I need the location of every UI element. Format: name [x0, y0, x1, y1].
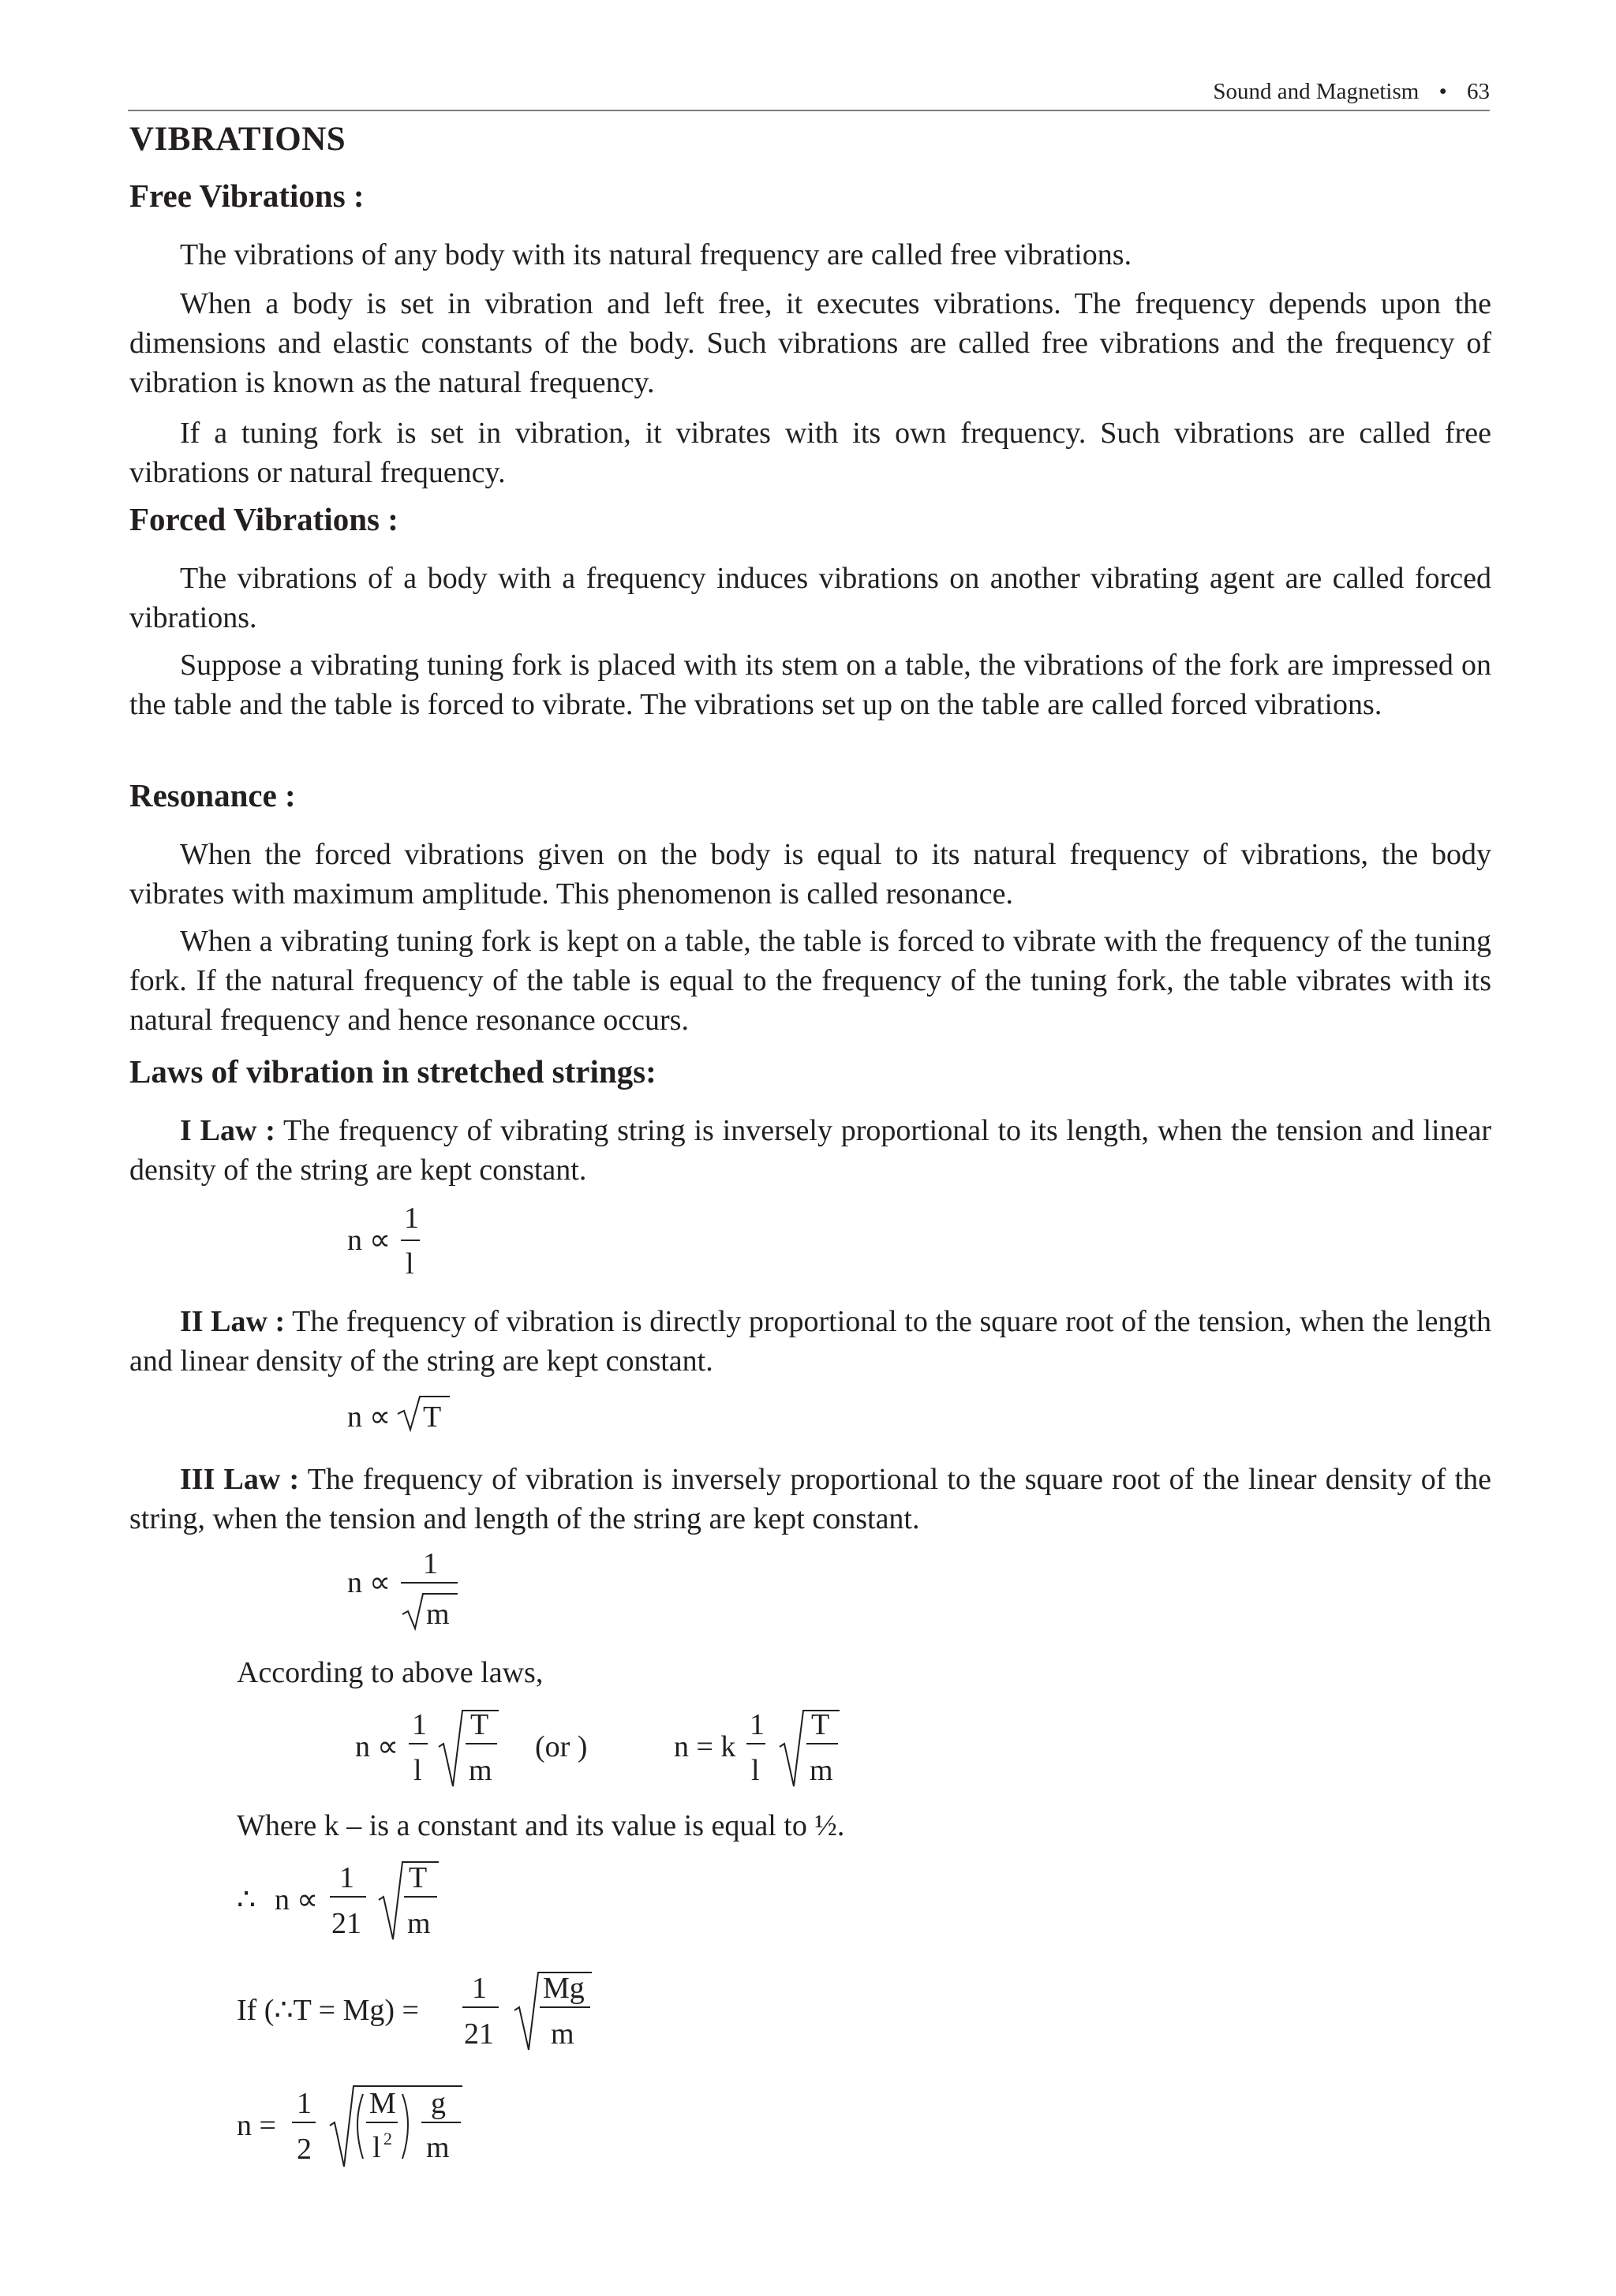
eq4-m: m: [469, 1754, 492, 1787]
eq4-T-2: T: [811, 1708, 830, 1741]
heading-laws: Laws of vibration in stretched strings:: [129, 1053, 656, 1090]
eq1-prop: ∝: [369, 1224, 391, 1257]
law-3-label: III Law :: [180, 1463, 300, 1496]
eq4-or: (or ): [535, 1730, 588, 1763]
eq4-den-l-2: l: [751, 1754, 760, 1787]
law-1-text: The frequency of vibrating string is inversely proportional to its length, when the tension and linear density of the string are kept constant.: [129, 1114, 1491, 1187]
eq2-n: n: [347, 1400, 362, 1434]
eq5-n: n: [275, 1883, 290, 1916]
eq6-Mg: Mg: [543, 1972, 585, 2005]
resonance-paragraph-1: When the forced vibrations given on the body is equal to its natural frequency of vibrations, the body vibrates with maximum amplitude. This phenomenon is called resonance.: [129, 838, 1491, 911]
eq2-prop: ∝: [369, 1400, 391, 1434]
eq4-T: T: [470, 1708, 489, 1741]
resonance-paragraph-2: When a vibrating tuning fork is kept on a table, the table is forced to vibrate with the frequency of the tuning fork. If the natural frequency of the table is equal to the frequency of the tuning fork, the table vibrates with its natural frequency and hence resonance occurs.: [129, 925, 1491, 1037]
eq4-den-l: l: [413, 1754, 422, 1787]
eq4-n: n: [355, 1730, 370, 1763]
equation-law-1: [347, 1201, 442, 1288]
forced-paragraph-1: The vibrations of a body with a frequency induces vibrations on another vibrating agent are called forced vibrations.: [129, 562, 1491, 634]
eq3-prop: ∝: [369, 1566, 391, 1599]
eq5-prop: ∝: [297, 1883, 319, 1916]
eq1-den: l: [406, 1247, 414, 1281]
running-title: Sound and Magnetism: [1213, 79, 1420, 104]
running-header: [0, 79, 1490, 105]
law-2-paragraph: [129, 1302, 1491, 1381]
law-3-paragraph: [129, 1460, 1491, 1539]
eq7-M: M: [369, 2087, 396, 2120]
eq6-num: 1: [472, 1972, 487, 2005]
page-title: VIBRATIONS: [129, 121, 346, 158]
eq4-num-2: 1: [750, 1708, 765, 1741]
eq7-n-eq: n =: [237, 2109, 276, 2142]
eq7-left-paren: [357, 2094, 363, 2159]
equation-if-tension: [237, 1965, 615, 2059]
heading-forced-vibrations: Forced Vibrations :: [129, 501, 398, 537]
eq4-prop: ∝: [377, 1730, 399, 1763]
law-2-text: The frequency of vibration is directly proportional to the square root of the tension, when the length and linear density of the string are kept constant.: [129, 1305, 1491, 1378]
law-1-paragraph: [129, 1111, 1491, 1190]
law-3-text: The frequency of vibration is inversely proportional to the square root of the linear density of the string, when the tension and length of the string are kept constant.: [129, 1463, 1491, 1535]
eq7-right-paren: [402, 2094, 408, 2159]
equation-therefore: [237, 1854, 473, 1949]
eq6-if: If (∴T = Mg) =: [237, 1994, 419, 2027]
free-paragraph-3: If a tuning fork is set in vibration, it vibrates with its own frequency. Such vibrations are called free vibrations or natural frequency.: [129, 417, 1491, 489]
eq1-num: 1: [404, 1202, 419, 1235]
eq7-num: 1: [297, 2087, 312, 2120]
forced-paragraph-2: Suppose a vibrating tuning fork is placed with its stem on a table, the vibrations of the fork are impressed on the table and the table is forced to vibrate. The vibrations set up on the table are called forced vibrations.: [129, 649, 1491, 721]
header-rule: [128, 110, 1490, 111]
eq5-den: 21: [331, 1907, 361, 1940]
eq4-num: 1: [412, 1708, 427, 1741]
eq5-T: T: [409, 1861, 428, 1894]
eq5-therefore: ∴: [237, 1883, 256, 1916]
eq3-num: 1: [423, 1547, 438, 1580]
eq3-n: n: [347, 1566, 362, 1599]
eq5-m: m: [407, 1907, 431, 1940]
equation-combined: [355, 1704, 860, 1799]
eq3-m: m: [426, 1598, 450, 1631]
heading-free-vibrations: Free Vibrations :: [129, 178, 365, 214]
eq7-l: l: [372, 2131, 381, 2164]
heading-resonance: Resonance :: [129, 777, 296, 813]
page-number: 63: [1467, 79, 1490, 104]
where-k-text: Where k – is a constant and its value is equal to ½.: [237, 1809, 845, 1842]
eq4-n-eq-k: n = k: [674, 1730, 736, 1763]
according-text: According to above laws,: [237, 1656, 544, 1689]
eq1-n: n: [347, 1224, 362, 1257]
equation-law-2: [347, 1390, 473, 1438]
eq7-g: g: [431, 2087, 446, 2120]
eq7-exp: 2: [383, 2129, 392, 2148]
header-separator: •: [1438, 79, 1447, 104]
free-paragraph-2: When a body is set in vibration and left free, it executes vibrations. The frequency depends upon the dimensions and elastic constants of the body. Such vibrations are called free vibrations and the frequency of vibration is known as the natural frequency.: [129, 287, 1491, 399]
law-1-label: I Law :: [180, 1114, 275, 1147]
equation-final: [237, 2077, 489, 2179]
free-paragraph-1: The vibrations of any body with its natural frequency are called free vibrations.: [180, 238, 1132, 271]
eq6-den: 21: [464, 2017, 494, 2051]
eq4-m-2: m: [810, 1754, 833, 1787]
eq6-m: m: [551, 2017, 574, 2051]
equation-law-3: [347, 1546, 473, 1641]
law-2-label: II Law :: [180, 1305, 286, 1338]
eq5-num: 1: [339, 1861, 354, 1894]
eq7-den: 2: [297, 2133, 312, 2166]
eq2-T: T: [423, 1400, 442, 1434]
eq7-m: m: [426, 2131, 450, 2164]
